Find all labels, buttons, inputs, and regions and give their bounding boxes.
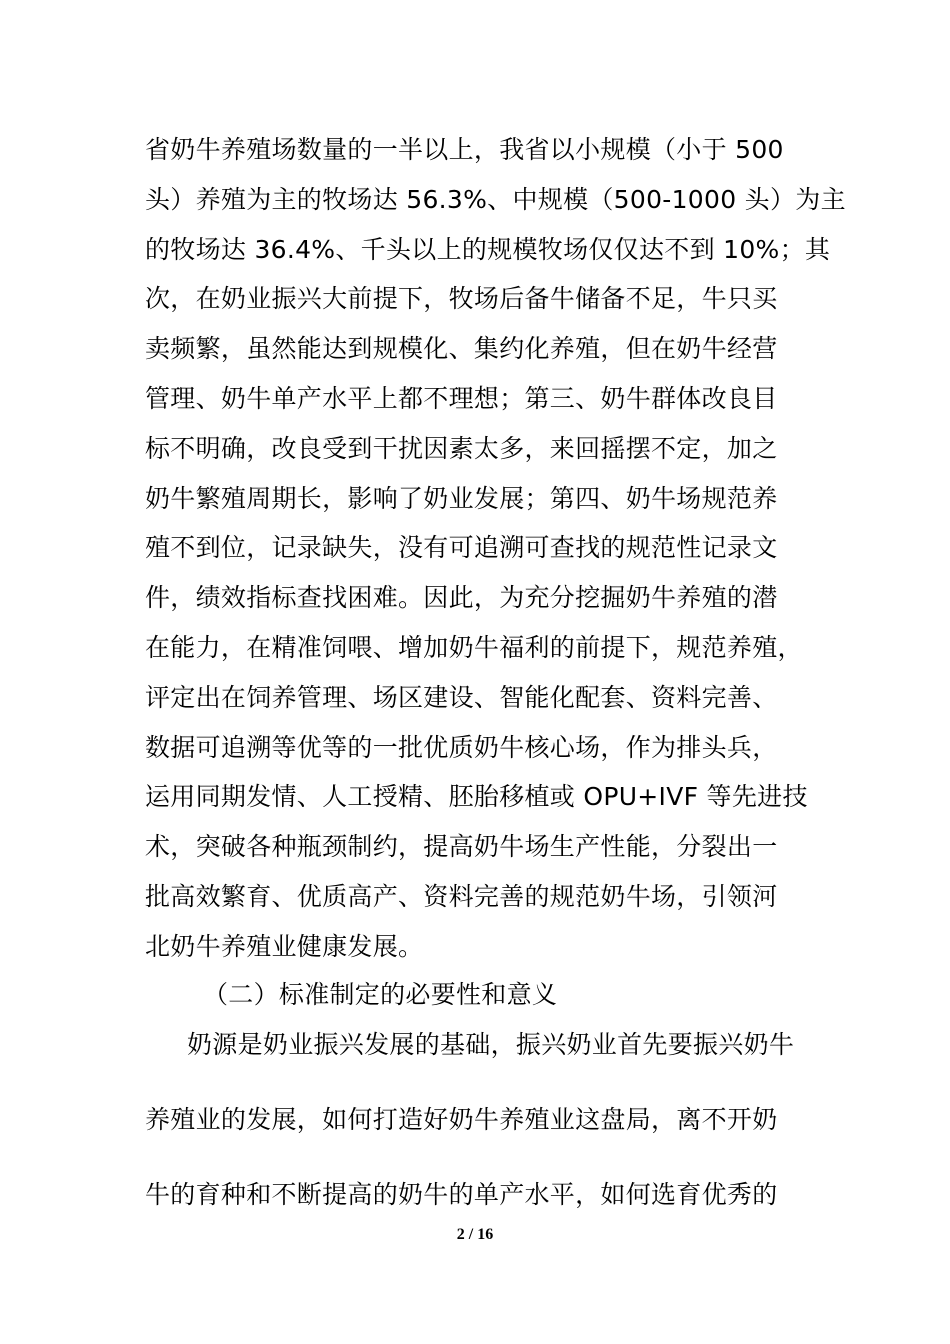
- text-line: 批高效繁育、优质高产、资料完善的规范奶牛场，引领河: [145, 882, 778, 911]
- text-line: 的牧场达 36.4%、千头以上的规模牧场仅仅达不到 10%；其: [145, 234, 831, 264]
- text-line: 省奶牛养殖场数量的一半以上，我省以小规模（小于 500: [145, 135, 784, 164]
- text-line: 奶牛繁殖周期长，影响了奶业发展；第四、奶牛场规范养: [145, 483, 778, 513]
- text-line: 数据可追溯等优等的一批优质奶牛核心场，作为排头兵，: [145, 732, 778, 762]
- text-line: 奶源是奶业振兴发展的基础，振兴奶业首先要振兴奶牛: [187, 1030, 795, 1059]
- text-line: 件，绩效指标查找困难。因此，为充分挖掘奶牛养殖的潜: [145, 583, 778, 613]
- text-line: 牛的育种和不断提高的奶牛的单产水平，如何选育优秀的: [145, 1180, 778, 1209]
- text-line: 养殖业的发展，如何打造好奶牛养殖业这盘局，离不开奶: [145, 1105, 778, 1134]
- page-number: 2 / 16: [456, 1226, 494, 1243]
- text-line: 次，在奶业振兴大前提下，牧场后备牛储备不足，牛只买: [145, 284, 778, 314]
- text-line: 卖频繁，虽然能达到规模化、集约化养殖，但在奶牛经营: [145, 334, 778, 364]
- text-line: 殖不到位，记录缺失，没有可追溯可查找的规范性记录文: [145, 533, 778, 563]
- text-line: 管理、奶牛单产水平上都不理想；第三、奶牛群体改良目: [145, 384, 778, 413]
- section-heading: （二）标准制定的必要性和意义: [203, 980, 558, 1009]
- text-line: 术，突破各种瓶颈制约，提高奶牛场生产性能，分裂出一: [145, 832, 778, 862]
- text-line: 在能力，在精准饲喂、增加奶牛福利的前提下，规范养殖，: [145, 633, 803, 662]
- text-line: 评定出在饲养管理、场区建设、智能化配套、资料完善、: [145, 682, 778, 712]
- text-line: 北奶牛养殖业健康发展。: [145, 931, 424, 961]
- text-line: 标不明确，改良受到干扰因素太多，来回摇摆不定，加之: [145, 433, 778, 463]
- text-line: 头）养殖为主的牧场达 56.3%、中规模（500-1000 头）为主: [145, 184, 846, 214]
- text-line: 运用同期发情、人工授精、胚胎移植或 OPU+IVF 等先进技: [145, 782, 808, 812]
